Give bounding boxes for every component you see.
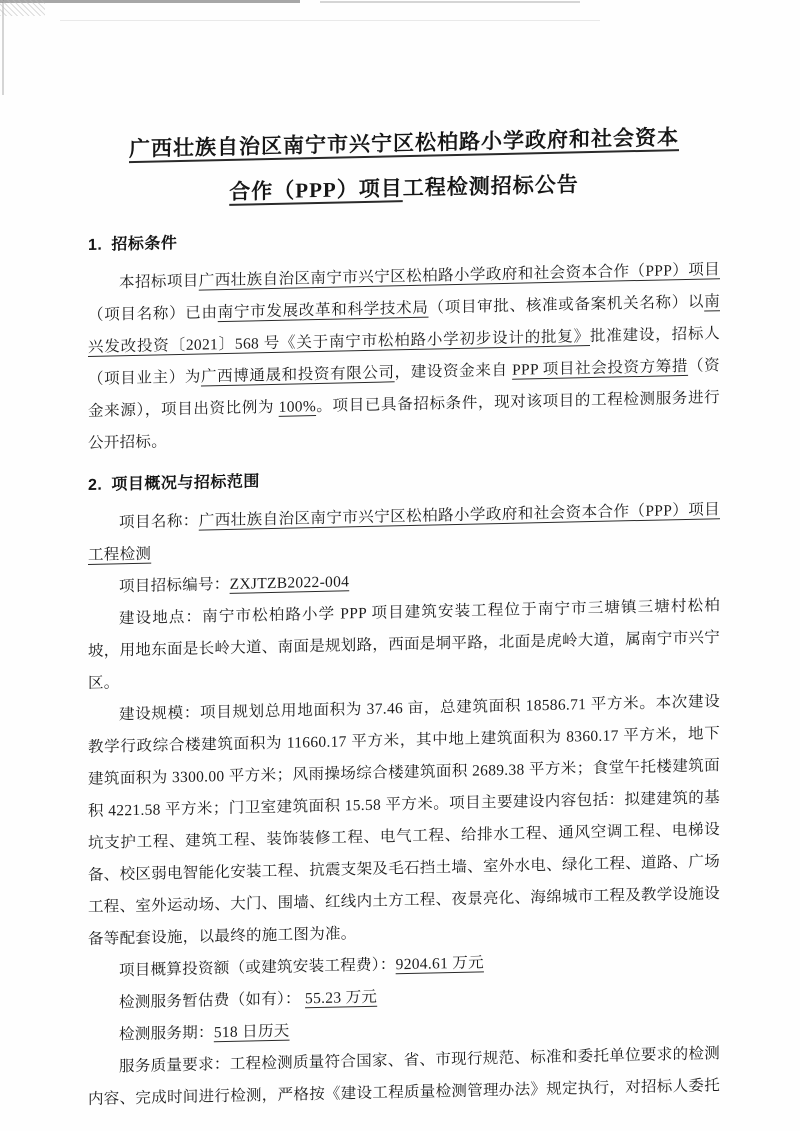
text-run: 项目招标编号： bbox=[119, 575, 230, 596]
text-run: 检测服务暂估费（如有）： bbox=[119, 990, 306, 1012]
paragraph-construction-location bbox=[88, 590, 720, 700]
text-run: （项目名称）已由 bbox=[88, 304, 218, 324]
underlined-text-run: 广西博通晟和投资有限公司 bbox=[200, 364, 395, 386]
document-body bbox=[88, 114, 720, 1116]
text-run: 本招标项目 bbox=[119, 272, 199, 292]
section-1-title: 招标条件 bbox=[111, 235, 178, 254]
text-run: 。项目已具备招标条件，现对该项目的工程检测服务进行公开招标。 bbox=[88, 389, 720, 452]
section-2-heading bbox=[88, 460, 720, 498]
text-run: ，建设资金来自 bbox=[394, 361, 513, 382]
section-2-number: 2. bbox=[88, 476, 103, 494]
section-1-heading bbox=[88, 220, 720, 258]
section-1-number: 1. bbox=[88, 236, 103, 254]
section-2-title: 项目概况与招标范围 bbox=[111, 473, 260, 494]
underlined-text-run: 518 日历天 bbox=[213, 1022, 290, 1042]
text-run: 项目名称： bbox=[119, 512, 199, 532]
title-line-1 bbox=[129, 125, 679, 161]
title-line-2 bbox=[229, 172, 578, 204]
text-run: （资金来源），项目出资比例为 bbox=[88, 357, 720, 420]
underlined-text-run: 南宁市发展改革和科学技术局 bbox=[217, 299, 429, 322]
text-run: 检测服务期： bbox=[119, 1024, 214, 1044]
text-run: 服务质量要求：工程检测质量符合国家、省、市现行规范、标准和委托单位要求的检测内容、完成时间进行检测，严格按《建设工程质量检测管理办法》规定执行，对招标人委托 bbox=[88, 1045, 721, 1108]
paragraph-construction-scale bbox=[88, 686, 720, 956]
paragraph-quality-requirements bbox=[88, 1038, 720, 1116]
underlined-text-run: PPP 项目社会投资方筹措 bbox=[512, 357, 689, 379]
underlined-text-run: 南兴发改投资〔2021〕568 号《关于南宁市松柏路小学初步设计的批复》 bbox=[88, 293, 720, 356]
underlined-text-run: 55.23 万元 bbox=[305, 988, 378, 1008]
title-line-2-plain: 工程检测招标公告 bbox=[402, 172, 579, 201]
underlined-text-run: 9204.61 万元 bbox=[395, 954, 484, 974]
scan-artifact-top-line bbox=[0, 0, 300, 3]
underlined-text-run: 广西壮族自治区南宁市兴宁区松柏路小学政府和社会资本合作（PPP）项目 bbox=[198, 261, 720, 290]
scan-artifact-smudge bbox=[60, 20, 600, 21]
text-run: （项目审批、核准或备案机关名称）以 bbox=[428, 293, 705, 317]
document-title bbox=[88, 114, 720, 218]
paragraph-bidding-conditions bbox=[88, 254, 720, 460]
text-run: 项目概算投资额（或建筑安装工程费）： bbox=[119, 956, 396, 980]
text-run: 建设规模：项目规划总用地面积为 37.46 亩，总建筑面积 18586.71 平方米。本次建设教学行政综合楼建筑面积为 11660.17 平方米，其中地上建筑面积为 8360.17 平方米，地下建筑面积为 3300.00 平方米；风雨操场综合楼建筑面积 2689.38 平方米；食堂午托楼建筑面积 4221.58 平方米；门卫室建筑面积 15.58 平方米。项目主要建设内容包括：拟建建筑的基坑支护工程、建筑工程、装饰装修工程、电气工程、给排水工程、通风空调工程、电梯设备、校区弱电智能化安装工程、抗震支架及毛石挡土墙、室外水电、绿化工程、道路、广场工程、室外运动场、大门、围墙、红线内土方工程、夜景亮化、海绵城市工程及教学设施设备等配套设施，以最终的施工图为准。 bbox=[88, 693, 721, 948]
underlined-text-run: 广西壮族自治区南宁市兴宁区松柏路小学政府和社会资本合作（PPP）项目工程检测 bbox=[88, 501, 720, 564]
scan-artifact-corner bbox=[0, 0, 45, 16]
text-run: 建设地点：南宁市松柏路小学 PPP 项目建筑安装工程位于南宁市三塘镇三塘村松柏坡，用地东面是长岭大道、南面是规划路，西面是垌平路，北面是虎岭大道，属南宁市兴宁区。 bbox=[88, 597, 721, 692]
underlined-text-run: 100% bbox=[278, 398, 317, 416]
text-run: 批准建设，招标人（项目业主）为 bbox=[88, 325, 720, 388]
title-line-1-underlined: 广西壮族自治区南宁市兴宁区松柏路小学政府和社会资本 bbox=[129, 125, 679, 162]
title-line-2-underlined: 合作（PPP）项目 bbox=[229, 176, 403, 204]
scan-artifact-top-line-2 bbox=[320, 1, 580, 3]
underlined-text-run: ZXJTZB2022-004 bbox=[229, 573, 350, 593]
